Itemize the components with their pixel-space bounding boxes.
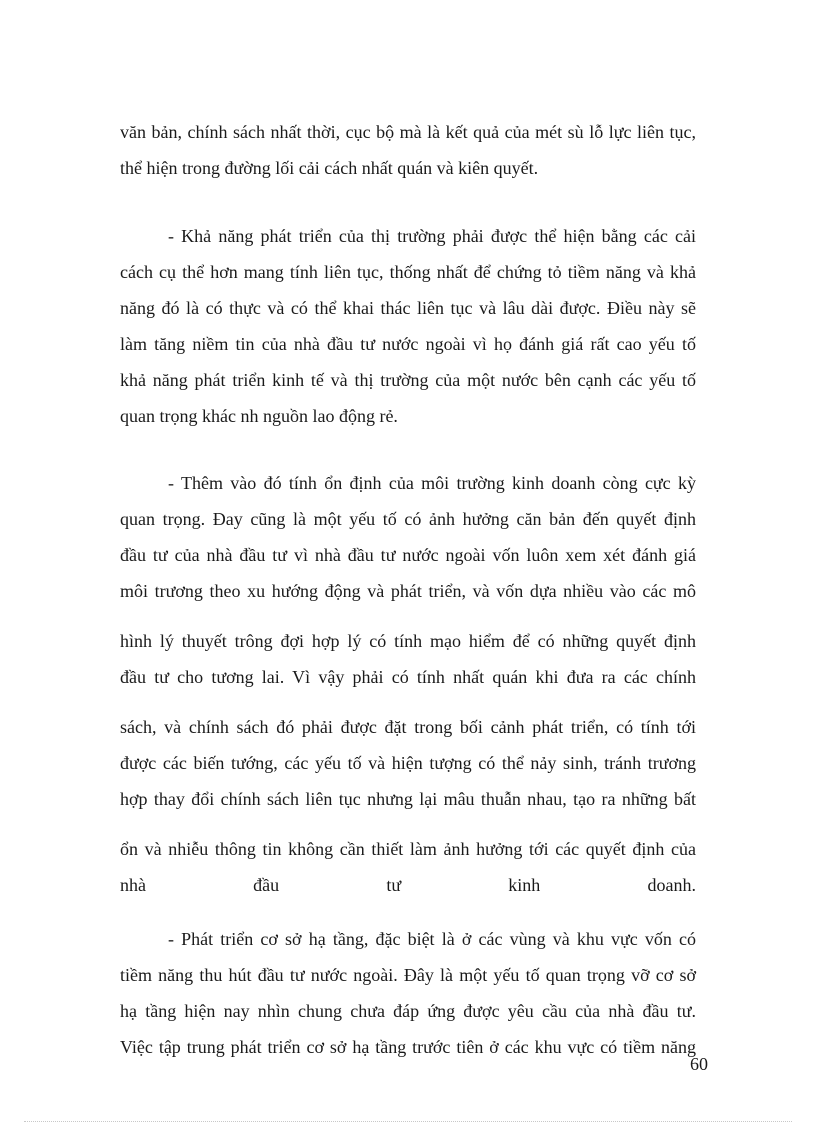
text-line: đầu tư cho tương lai. Vì vậy phải có tính nhất quán khi đưa ra các chính <box>120 667 696 687</box>
page-bottom-divider <box>24 1121 792 1122</box>
text-line: tiềm năng thu hút đầu tư nước ngoài. Đây là một yếu tố quan trọng vỡ cơ sở <box>120 965 696 985</box>
page-number: 60 <box>690 1054 708 1074</box>
text-line: - Phát triển cơ sở hạ tầng, đặc biệt là ở các vùng và khu vực vốn có <box>168 929 696 949</box>
text-line: hợp thay đổi chính sách liên tục nhưng lại mâu thuẫn nhau, tạo ra những bất <box>120 789 696 809</box>
text-line: làm tăng niềm tin của nhà đầu tư nước ngoài vì họ đánh giá rất cao yếu tố <box>120 334 696 354</box>
text-line: ổn và nhiễu thông tin không cần thiết làm ảnh hưởng tới các quyết định của <box>120 839 696 859</box>
text-line: nhà đầu tư kinh doanh. <box>120 875 696 895</box>
text-line: quan trọng. Đay cũng là một yếu tố có ảnh hưởng căn bản đến quyết định <box>120 509 696 529</box>
text-line: quan trọng khác nh nguồn lao động rẻ. <box>120 406 398 426</box>
text-line: năng đó là có thực và có thể khai thác liên tục và lâu dài được. Điều này sẽ <box>120 298 696 318</box>
text-line: môi trương theo xu hướng động và phát triển, và vốn dựa nhiều vào các mô <box>120 581 696 601</box>
text-line: sách, và chính sách đó phải được đặt trong bối cảnh phát triển, có tính tới <box>120 717 696 737</box>
text-line: được các biến tướng, các yếu tố và hiện tượng có thể nảy sinh, tránh trương <box>120 753 696 773</box>
text-line: cách cụ thể hơn mang tính liên tục, thống nhất để chứng tỏ tiềm năng và khả <box>120 262 696 282</box>
text-line: khả năng phát triển kinh tế và thị trường của một nước bên cạnh các yếu tố <box>120 370 696 390</box>
text-line: văn bản, chính sách nhất thời, cục bộ mà là kết quả của mét sù lỗ lực liên tục, <box>120 122 696 142</box>
text-line: hình lý thuyết trông đợi hợp lý có tính mạo hiểm để có những quyết định <box>120 631 696 651</box>
text-line: - Thêm vào đó tính ổn định của môi trường kinh doanh còng cực kỳ <box>168 473 696 493</box>
text-line: đầu tư của nhà đầu tư vì nhà đầu tư nước ngoài vốn luôn xem xét đánh giá <box>120 545 696 565</box>
text-line: Việc tập trung phát triển cơ sở hạ tầng trước tiên ở các khu vực có tiềm năng <box>120 1037 696 1057</box>
text-line: - Khả năng phát triển của thị trường phải được thể hiện bằng các cải <box>168 226 696 246</box>
text-line: hạ tầng hiện nay nhìn chung chưa đáp ứng được yêu cầu của nhà đầu tư. <box>120 1001 696 1021</box>
text-line: thể hiện trong đường lối cải cách nhất quán và kiên quyết. <box>120 158 539 178</box>
